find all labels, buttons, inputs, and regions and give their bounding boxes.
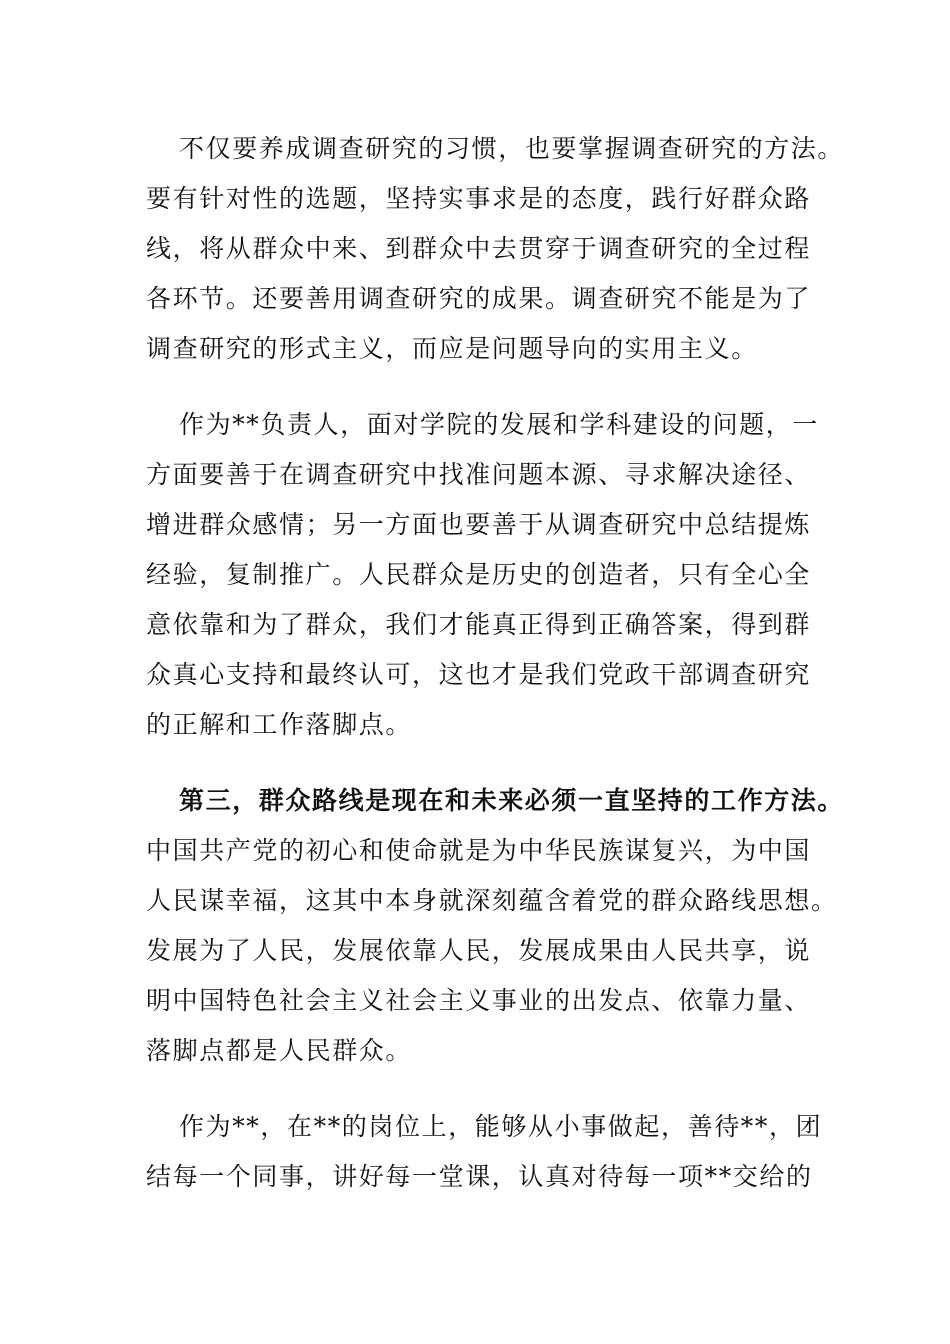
text-line: 要有针对性的选题，坚持实事求是的态度，践行好群众路: [146, 184, 812, 213]
text-line: 结每一个同事，讲好每一堂课，认真对待每一项**交给的: [146, 1162, 813, 1191]
text-line: 经验，复制推广。人民群众是历史的创造者，只有全心全: [146, 560, 812, 589]
text-line: 明中国特色社会主义社会主义事业的出发点、依靠力量、: [146, 986, 812, 1015]
paragraph-research-methods: [146, 124, 845, 374]
text-line: 落脚点都是人民群众。: [146, 1036, 413, 1065]
text-line: 各环节。还要善用调查研究的成果。调查研究不能是为了: [146, 284, 812, 313]
text-line: 人民谋幸福，这其中本身就深刻蕴含着党的群众路线思想。: [146, 886, 838, 915]
paragraph-gap: [146, 750, 816, 776]
text-line: 增进群众感情；另一方面也要善于从调查研究中总结提炼: [146, 510, 812, 539]
text-line: 众真心支持和最终认可，这也才是我们党政干部调查研究: [146, 660, 812, 689]
paragraph-gap: [146, 374, 816, 400]
paragraph-gap: [146, 1076, 816, 1102]
text-line: 作为**，在**的岗位上，能够从小事做起，善待**，团: [179, 1112, 823, 1141]
text-line: 发展为了人民，发展依靠人民，发展成果由人民共享，说: [146, 936, 812, 965]
text-line: 中国共产党的初心和使命就是为中华民族谋复兴，为中国: [146, 836, 812, 865]
section-heading: 第三，群众路线是现在和未来必须一直坚持的工作方法。: [179, 786, 845, 815]
document-body: [146, 124, 845, 1202]
text-line: 不仅要养成调查研究的习惯，也要掌握调查研究的方法。: [179, 134, 845, 163]
paragraph-position: [146, 1102, 823, 1202]
text-line: 意依靠和为了群众，我们才能真正得到正确答案，得到群: [146, 610, 812, 639]
text-line: 方面要善于在调查研究中找准问题本源、寻求解决途径、: [146, 460, 812, 489]
paragraph-mass-line: [146, 776, 845, 1076]
paragraph-responsibility: [146, 400, 820, 750]
text-line: 调查研究的形式主义，而应是问题导向的实用主义。: [146, 334, 758, 363]
text-line: 的正解和工作落脚点。: [146, 710, 413, 739]
text-line: 作为**负责人，面对学院的发展和学科建设的问题，一: [179, 410, 820, 439]
text-line: 线，将从群众中来、到群众中去贯穿于调查研究的全过程: [146, 234, 812, 263]
